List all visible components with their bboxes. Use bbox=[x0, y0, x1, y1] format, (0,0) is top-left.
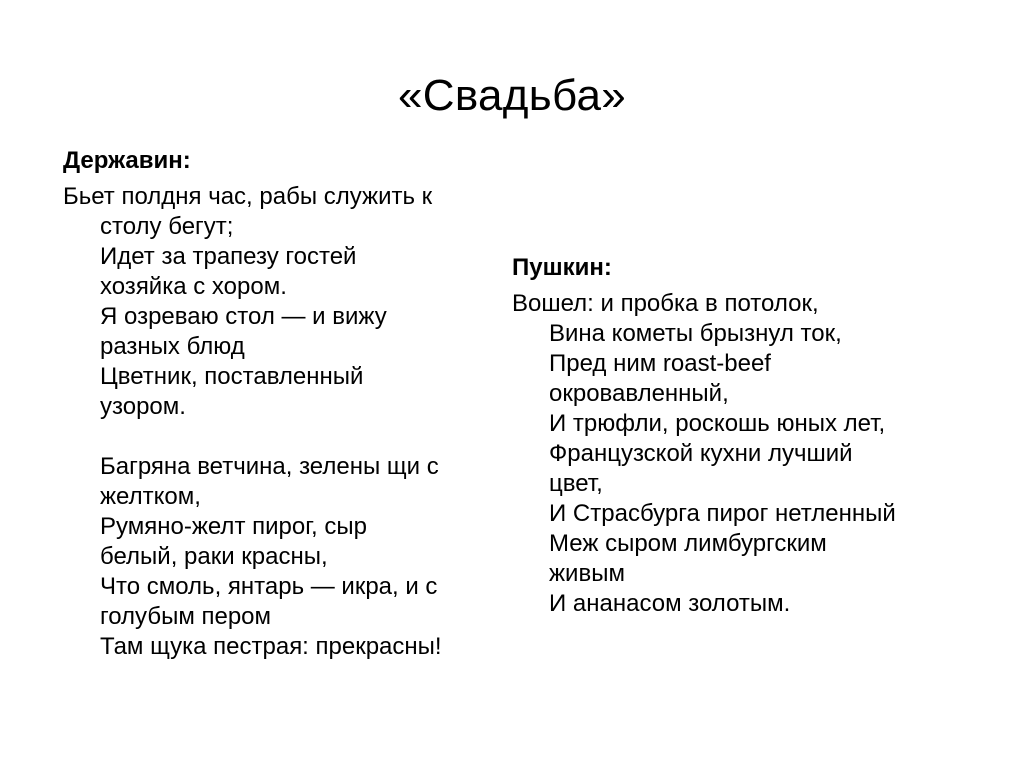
pushkin-author-label: Пушкин: bbox=[512, 254, 612, 281]
poem-line: Багряна ветчина, зелены щи с bbox=[100, 453, 439, 480]
derzhavin-author-label: Державин: bbox=[63, 147, 191, 174]
derzhavin-column bbox=[63, 146, 513, 662]
poem-line: Пред ним roast-beef bbox=[549, 350, 771, 377]
derzhavin-poem bbox=[63, 182, 513, 662]
poem-line: окровавленный, bbox=[549, 380, 729, 407]
poem-line: Вина кометы брызнул ток, bbox=[549, 320, 842, 347]
poem-line: хозяйка с хором. bbox=[100, 273, 287, 300]
poem-line: живым bbox=[549, 560, 625, 587]
poem-line: Французской кухни лучший bbox=[549, 440, 853, 467]
poem-line: желтком, bbox=[100, 483, 201, 510]
poem-line: голубым пером bbox=[100, 603, 272, 630]
poem-line: И трюфли, роскошь юных лет, bbox=[549, 410, 886, 437]
poem-line: Меж сыром лимбургским bbox=[549, 530, 827, 557]
poem-line: разных блюд bbox=[100, 333, 245, 360]
poem-line: Бьет полдня час, рабы служить к bbox=[63, 183, 433, 210]
poem-line: узором. bbox=[100, 393, 186, 420]
poem-line: столу бегут; bbox=[100, 213, 234, 240]
poem-line: цвет, bbox=[549, 470, 603, 497]
poem-line: Я озреваю стол — и вижу bbox=[100, 303, 387, 330]
slide-title: «Свадьба» bbox=[397, 71, 627, 120]
poem-line: И Страсбурга пирог нетленный bbox=[549, 500, 896, 527]
pushkin-poem bbox=[512, 289, 987, 619]
poem-line: белый, раки красны, bbox=[100, 543, 328, 570]
poem-line: И ананасом золотым. bbox=[549, 590, 791, 617]
poem-line: Там щука пестрая: прекрасны! bbox=[100, 633, 442, 660]
poem-line: Что смоль, янтарь — икра, и с bbox=[100, 573, 438, 600]
pushkin-column bbox=[512, 253, 987, 619]
poem-line: Румяно-желт пирог, сыр bbox=[100, 513, 367, 540]
stanza-break bbox=[63, 422, 513, 452]
poem-line: Идет за трапезу гостей bbox=[100, 243, 357, 270]
poem-line: Цветник, поставленный bbox=[100, 363, 364, 390]
poem-line: Вошел: и пробка в потолок, bbox=[512, 290, 819, 317]
